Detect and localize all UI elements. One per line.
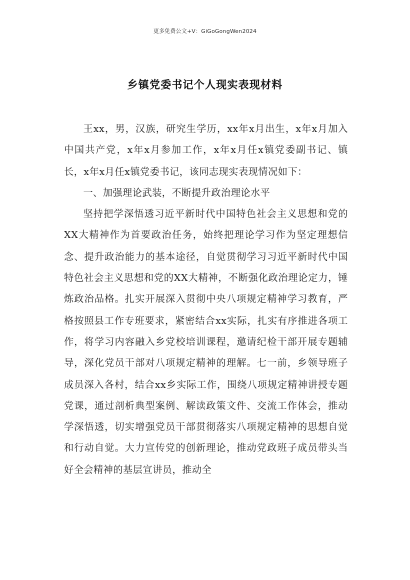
header-note: 更多免费公文+V：GiGoGongWen2024 [153, 29, 257, 35]
document-title: 乡镇党委书记个人现实表现材料 [127, 79, 283, 91]
section-heading: 一、加强理论武装，不断提升政治理论水平 [83, 187, 271, 199]
intro-paragraph: 王xx，男，汉族，研究生学历，xx年x月出生，x年x月加入中国共产党，x年x月参加工作，x年x月任x镇党委副书记、镇长，x年x月任x镇党委书记，该同志现实表现情况如下： [64, 124, 348, 178]
body-paragraph: 坚持把学深悟透习近平新时代中国特色社会主义思想和党的XX大精神作为首要政治任务，始终把理论学习作为坚定理想信念、提升政治能力的基本途径，自觉贯彻学习习近平新时代中国特色社会主义思想和党的XX大精神，不断强化政治理论定力，锤炼政治品格。扎实开展深入贯彻中央八项规定精神学习教育，严格按照县工作专班要求，紧密结合xx实际，扎实有序推进各项工作，将学习内容融入乡党校培训课程，邀请纪检干部开展专题辅导，深化党员干部对八项规定精神的理解。七一前，乡领导班子成员深入各村，结合xx乡实际工作，围绕八项规定精神讲授专题党课，通过剖析典型案例、解读政策文件、交流工作体会，推动学深悟透，切实增强党员干部贯彻落实八项规定精神的思想自觉和行动自觉。大力宣传党的创新理论，推动党政班子成员带头当好全会精神的基层宣讲员，推动全 [64, 209, 348, 476]
document-body [64, 119, 348, 481]
